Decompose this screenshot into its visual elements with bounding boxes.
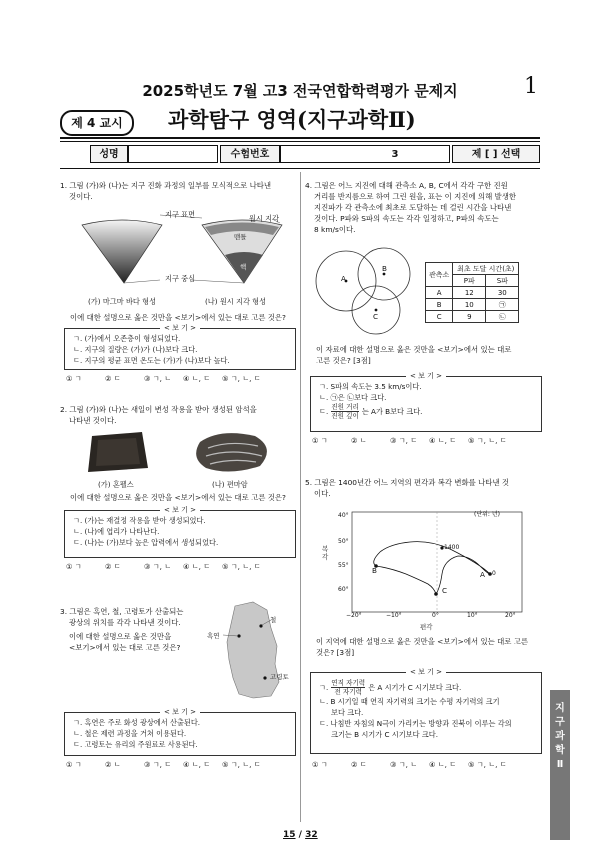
name-label: 성명 xyxy=(90,145,128,163)
q3-item-2: ㄴ. 철은 제련 과정을 거쳐 이용된다. xyxy=(73,729,187,738)
q5-choice-3[interactable]: ③ ㄱ, ㄴ xyxy=(390,760,418,769)
q5-fraction-den: 전 자기력 xyxy=(334,688,362,696)
q4-cell: ㉠ xyxy=(486,299,519,311)
q5-xtick: 0° xyxy=(432,612,439,619)
q4-cell: 10 xyxy=(453,299,486,311)
q1-item-2: ㄴ. 지구의 질량은 (가)가 (나)보다 크다. xyxy=(73,345,198,354)
q4-bogi-label: < 보 기 > xyxy=(406,372,446,380)
q5-point-b: B xyxy=(372,566,377,575)
q5-item-3b: 크기는 B 시기가 C 시기보다 크다. xyxy=(331,730,438,739)
q5-prompt-line2: 것은? [3점] xyxy=(316,648,355,657)
q4-table-header-p: P파 xyxy=(453,275,486,287)
q5-stem-line1: 5. 그림은 1400년간 어느 지역의 편각과 복각 변화를 나타낸 것 xyxy=(305,478,510,487)
q5-stem-line2: 이다. xyxy=(314,489,331,498)
q1-choice-1[interactable]: ① ㄱ xyxy=(66,374,82,383)
q4-item-3 xyxy=(319,403,535,420)
q3-korea-map xyxy=(205,598,295,703)
q3-map-kaolin: 고령토 xyxy=(270,673,289,681)
q5-item-1-suffix: 은 A 시기가 C 시기보다 크다. xyxy=(368,683,462,692)
q4-item-3-suffix: 는 A가 B보다 크다. xyxy=(361,407,423,416)
header-rule-thin xyxy=(60,141,540,142)
footer-page: 15 xyxy=(283,830,296,840)
q1-label-center: 지구 중심 xyxy=(165,274,196,283)
q2-item-1: ㄱ. (가)는 재결정 작용을 받아 생성되었다. xyxy=(73,516,206,525)
q4-cell: A xyxy=(426,287,453,299)
footer-total: 32 xyxy=(305,830,318,840)
q1-bogi-label: < 보 기 > xyxy=(160,324,200,332)
footer-slash: / xyxy=(298,830,302,840)
q5-xlabel: 편각 xyxy=(420,623,433,631)
q1-caption-ga: (가) 마그마 바다 형성 xyxy=(88,297,157,306)
q4-stem-line3: 지진파가 각 관측소에 최초로 도달하는 데 걸린 시간을 나타낸 xyxy=(314,203,512,212)
exam-number-field: 3 xyxy=(280,145,450,163)
q5-unit: (단위: 년) xyxy=(474,511,500,518)
q2-choice-3[interactable]: ③ ㄱ, ㄴ xyxy=(144,562,172,571)
q2-bogi-label: < 보 기 > xyxy=(160,506,200,514)
q3-item-1: ㄱ. 흑연은 주로 화성 광상에서 산출된다. xyxy=(73,718,201,727)
q4-cell: B xyxy=(426,299,453,311)
q5-choices xyxy=(312,760,507,770)
q2-choices xyxy=(66,562,261,572)
question-5 xyxy=(305,477,545,499)
session-badge: 제 4 교시 xyxy=(60,110,134,136)
q5-year-0: 0 xyxy=(492,570,496,577)
q5-item-1-prefix: ㄱ. xyxy=(319,683,329,692)
question-1 xyxy=(60,180,295,202)
q5-bogi-box xyxy=(310,668,542,754)
q5-ytick: 60° xyxy=(338,586,349,593)
q3-stem-line2: 광상의 위치를 각각 나타낸 것이다. xyxy=(69,618,181,627)
q1-bogi-box xyxy=(64,324,296,370)
q4-choice-3[interactable]: ③ ㄱ, ㄷ xyxy=(390,436,418,445)
q4-choice-2[interactable]: ② ㄴ xyxy=(351,436,367,445)
q2-caption-ga: (가) 혼펠스 xyxy=(98,480,134,489)
info-rule xyxy=(60,168,540,169)
q5-paleomag-chart xyxy=(330,504,530,619)
q3-map-graphite: 흑연 xyxy=(207,632,220,640)
q4-prompt-line2: 고른 것은? [3점] xyxy=(316,356,371,365)
q4-bogi-box xyxy=(310,372,542,432)
q4-cell: 9 xyxy=(453,311,486,323)
q5-bogi-label: < 보 기 > xyxy=(406,668,446,676)
q1-item-3: ㄷ. 지구의 평균 표면 온도는 (가)가 (나)보다 높다. xyxy=(73,356,230,365)
q2-stem-line2: 나타낸 것이다. xyxy=(69,416,117,425)
exam-header-title: 2025학년도 7월 고3 전국연합학력평가 문제지 xyxy=(142,82,458,100)
q1-label-surface: 지구 표면 xyxy=(165,210,196,219)
q4-item-1: ㄱ. S파의 속도는 3.5 km/s이다. xyxy=(319,382,422,391)
q4-choice-4[interactable]: ④ ㄴ, ㄷ xyxy=(429,436,457,445)
q4-circle-label-a: A xyxy=(341,274,346,283)
q5-year-1400: 1400 xyxy=(444,544,460,551)
q1-stem-line2: 것이다. xyxy=(69,192,93,201)
q1-choice-4[interactable]: ④ ㄴ, ㄷ xyxy=(183,374,211,383)
q3-stem-line3: 이에 대한 설명으로 옳은 것만을 xyxy=(69,632,172,641)
q5-choice-4[interactable]: ④ ㄴ, ㄷ xyxy=(429,760,457,769)
side-char: 지 xyxy=(555,703,565,714)
q4-prompt-line1: 이 자료에 대한 설명으로 옳은 것만을 <보기>에서 있는 대로 xyxy=(316,345,512,354)
q2-choice-2[interactable]: ② ㄷ xyxy=(105,562,121,571)
q2-bogi-box xyxy=(64,506,296,558)
q3-stem-line4: <보기>에서 있는 대로 고른 것은? xyxy=(69,643,181,652)
side-char: 구 xyxy=(555,717,565,728)
q3-choice-1[interactable]: ① ㄱ xyxy=(66,760,82,769)
q5-ytick: 50° xyxy=(338,538,349,545)
q5-point-a: A xyxy=(480,570,485,579)
q3-choice-3[interactable]: ③ ㄱ, ㄷ xyxy=(144,760,172,769)
q2-item-3: ㄷ. (나)는 (가)보다 높은 압력에서 생성되었다. xyxy=(73,538,219,547)
q4-cell: 12 xyxy=(453,287,486,299)
q1-choice-5[interactable]: ⑤ ㄱ, ㄴ, ㄷ xyxy=(222,374,261,383)
q2-stem-line1: 2. 그림 (가)와 (나)는 새일이 변성 작용을 받아 생성된 암석을 xyxy=(60,405,257,414)
q5-item-2b: 보다 크다. xyxy=(331,708,364,717)
q1-item-1: ㄱ. (가)에서 오존층이 형성되었다. xyxy=(73,334,181,343)
q1-caption-na: (나) 원시 지각 형성 xyxy=(205,297,267,306)
q1-choice-3[interactable]: ③ ㄱ, ㄴ xyxy=(144,374,172,383)
q1-choices xyxy=(66,374,261,384)
q4-arrival-table xyxy=(425,262,519,323)
q4-table-header-station: 관측소 xyxy=(426,263,453,287)
q5-ytick: 55° xyxy=(338,562,349,569)
page-footer xyxy=(283,830,318,840)
q5-point-c: C xyxy=(442,586,448,595)
q5-xtick: 10° xyxy=(467,612,478,619)
q5-prompt-line1: 이 지역에 대한 설명으로 옳은 것만을 <보기>에서 있는 대로 고른 xyxy=(316,637,529,646)
q5-item-1 xyxy=(319,679,535,696)
side-char: 과 xyxy=(555,731,565,742)
q2-caption-na: (나) 편마암 xyxy=(212,480,248,489)
q1-stem-line1: 1. 그림 (가)와 (나)는 지구 진화 과정의 일부를 모식적으로 나타낸 xyxy=(60,181,272,190)
q4-circle-label-b: B xyxy=(382,264,387,273)
q4-item-2: ㄴ. ㉠은 ㉡보다 크다. xyxy=(319,393,387,402)
q4-choices xyxy=(312,436,507,446)
q4-table-header-time: 최초 도달 시간(초) xyxy=(453,263,519,275)
q5-xtick: −20° xyxy=(346,612,362,619)
q5-fraction xyxy=(331,679,365,696)
q4-choice-1[interactable]: ① ㄱ xyxy=(312,436,328,445)
q1-label-core: 핵 xyxy=(240,263,247,271)
q2-rock-photos xyxy=(80,428,280,478)
q4-stem-line2: 거리를 반지름으로 하여 그린 원을, 표는 이 지진에 의해 발생한 xyxy=(314,192,516,201)
q2-choice-5[interactable]: ⑤ ㄱ, ㄴ, ㄷ xyxy=(222,562,261,571)
q1-choice-2[interactable]: ② ㄷ xyxy=(105,374,121,383)
subject-title: 과학탐구 영역(지구과학Ⅱ) xyxy=(168,107,416,132)
q3-choice-5[interactable]: ⑤ ㄱ, ㄴ, ㄷ xyxy=(222,760,261,769)
q1-prompt: 이에 대한 설명으로 옳은 것만을 <보기>에서 있는 대로 고른 것은? xyxy=(70,313,286,322)
q1-label-crust: 원시 지각 xyxy=(249,214,280,223)
q3-item-3: ㄷ. 고령토는 유리의 주원료로 사용된다. xyxy=(73,740,198,749)
q1-label-mantle: 맨틀 xyxy=(234,233,247,241)
q4-fraction-den: 진원 깊이 xyxy=(331,412,359,420)
column-separator xyxy=(300,172,301,822)
table-row xyxy=(426,311,519,323)
question-4 xyxy=(305,180,545,235)
subject-side-tab xyxy=(550,690,570,840)
q5-xtick: 20° xyxy=(505,612,516,619)
q4-cell: ㉡ xyxy=(486,311,519,323)
side-char: 학 xyxy=(555,745,565,756)
q4-stem-line1: 4. 그림은 어느 지진에 대해 관측소 A, B, C에서 각각 구한 진원 xyxy=(305,181,508,190)
choice-label: 제 [ ] 선택 xyxy=(452,145,540,163)
side-char: Ⅱ xyxy=(556,759,564,770)
q5-ylabel: 복각 xyxy=(322,545,329,561)
name-field xyxy=(128,145,218,163)
q5-choice-1[interactable]: ① ㄱ xyxy=(312,760,328,769)
q5-prompt xyxy=(316,636,546,658)
q3-stem-line1: 3. 그림은 흑연, 철, 고령토가 산출되는 xyxy=(60,607,184,616)
q4-item-3-prefix: ㄷ. xyxy=(319,407,329,416)
q5-item-2a: ㄴ. B 시기일 때 연직 자기력의 크기는 수평 자기력의 크기 xyxy=(319,697,500,706)
q4-stem-line4: 것이다. P파와 S파의 속도는 각각 일정하고, P파의 속도는 xyxy=(314,214,499,223)
q5-xtick: −10° xyxy=(386,612,402,619)
q5-ytick: 40° xyxy=(338,512,349,519)
q4-fraction xyxy=(331,403,359,420)
q4-fraction-num: 진원 거리 xyxy=(331,403,359,411)
q5-choice-2[interactable]: ② ㄷ xyxy=(351,760,367,769)
q3-bogi-box xyxy=(64,708,296,756)
table-row xyxy=(426,299,519,311)
q2-choice-4[interactable]: ④ ㄴ, ㄷ xyxy=(183,562,211,571)
q5-fraction-num: 연직 자기력 xyxy=(331,679,366,687)
student-info-bar xyxy=(60,145,540,163)
q3-map-iron: 철 xyxy=(270,616,277,624)
header-rule xyxy=(60,137,540,139)
q4-circle-label-c: C xyxy=(373,312,379,321)
q4-cell: 30 xyxy=(486,287,519,299)
q4-cell: C xyxy=(426,311,453,323)
question-3 xyxy=(60,606,210,653)
page-number: 1 xyxy=(524,74,538,99)
q4-stem-line5: 8 km/s이다. xyxy=(314,225,356,234)
q4-table-header-s: S파 xyxy=(486,275,519,287)
q3-bogi-label: < 보 기 > xyxy=(160,708,200,716)
q4-choice-5[interactable]: ⑤ ㄱ, ㄴ, ㄷ xyxy=(468,436,507,445)
q4-prompt xyxy=(316,344,546,366)
q3-choice-4[interactable]: ④ ㄴ, ㄷ xyxy=(183,760,211,769)
q4-circles-figure xyxy=(310,244,420,339)
q2-item-2: ㄴ. (나)에 엽리가 나타난다. xyxy=(73,527,160,536)
q5-item-3a: ㄷ. 나침반 자침의 N극이 가리키는 방향과 진북이 이루는 각의 xyxy=(319,719,512,728)
question-2 xyxy=(60,404,295,426)
exam-number-label: 수험번호 xyxy=(220,145,280,163)
table-row xyxy=(426,287,519,299)
q2-prompt: 이에 대한 설명으로 옳은 것만을 <보기>에서 있는 대로 고른 것은? xyxy=(70,493,286,502)
q2-choice-1[interactable]: ① ㄱ xyxy=(66,562,82,571)
q5-choice-5[interactable]: ⑤ ㄱ, ㄴ, ㄷ xyxy=(468,760,507,769)
q3-choice-2[interactable]: ② ㄴ xyxy=(105,760,121,769)
q3-choices xyxy=(66,760,261,770)
